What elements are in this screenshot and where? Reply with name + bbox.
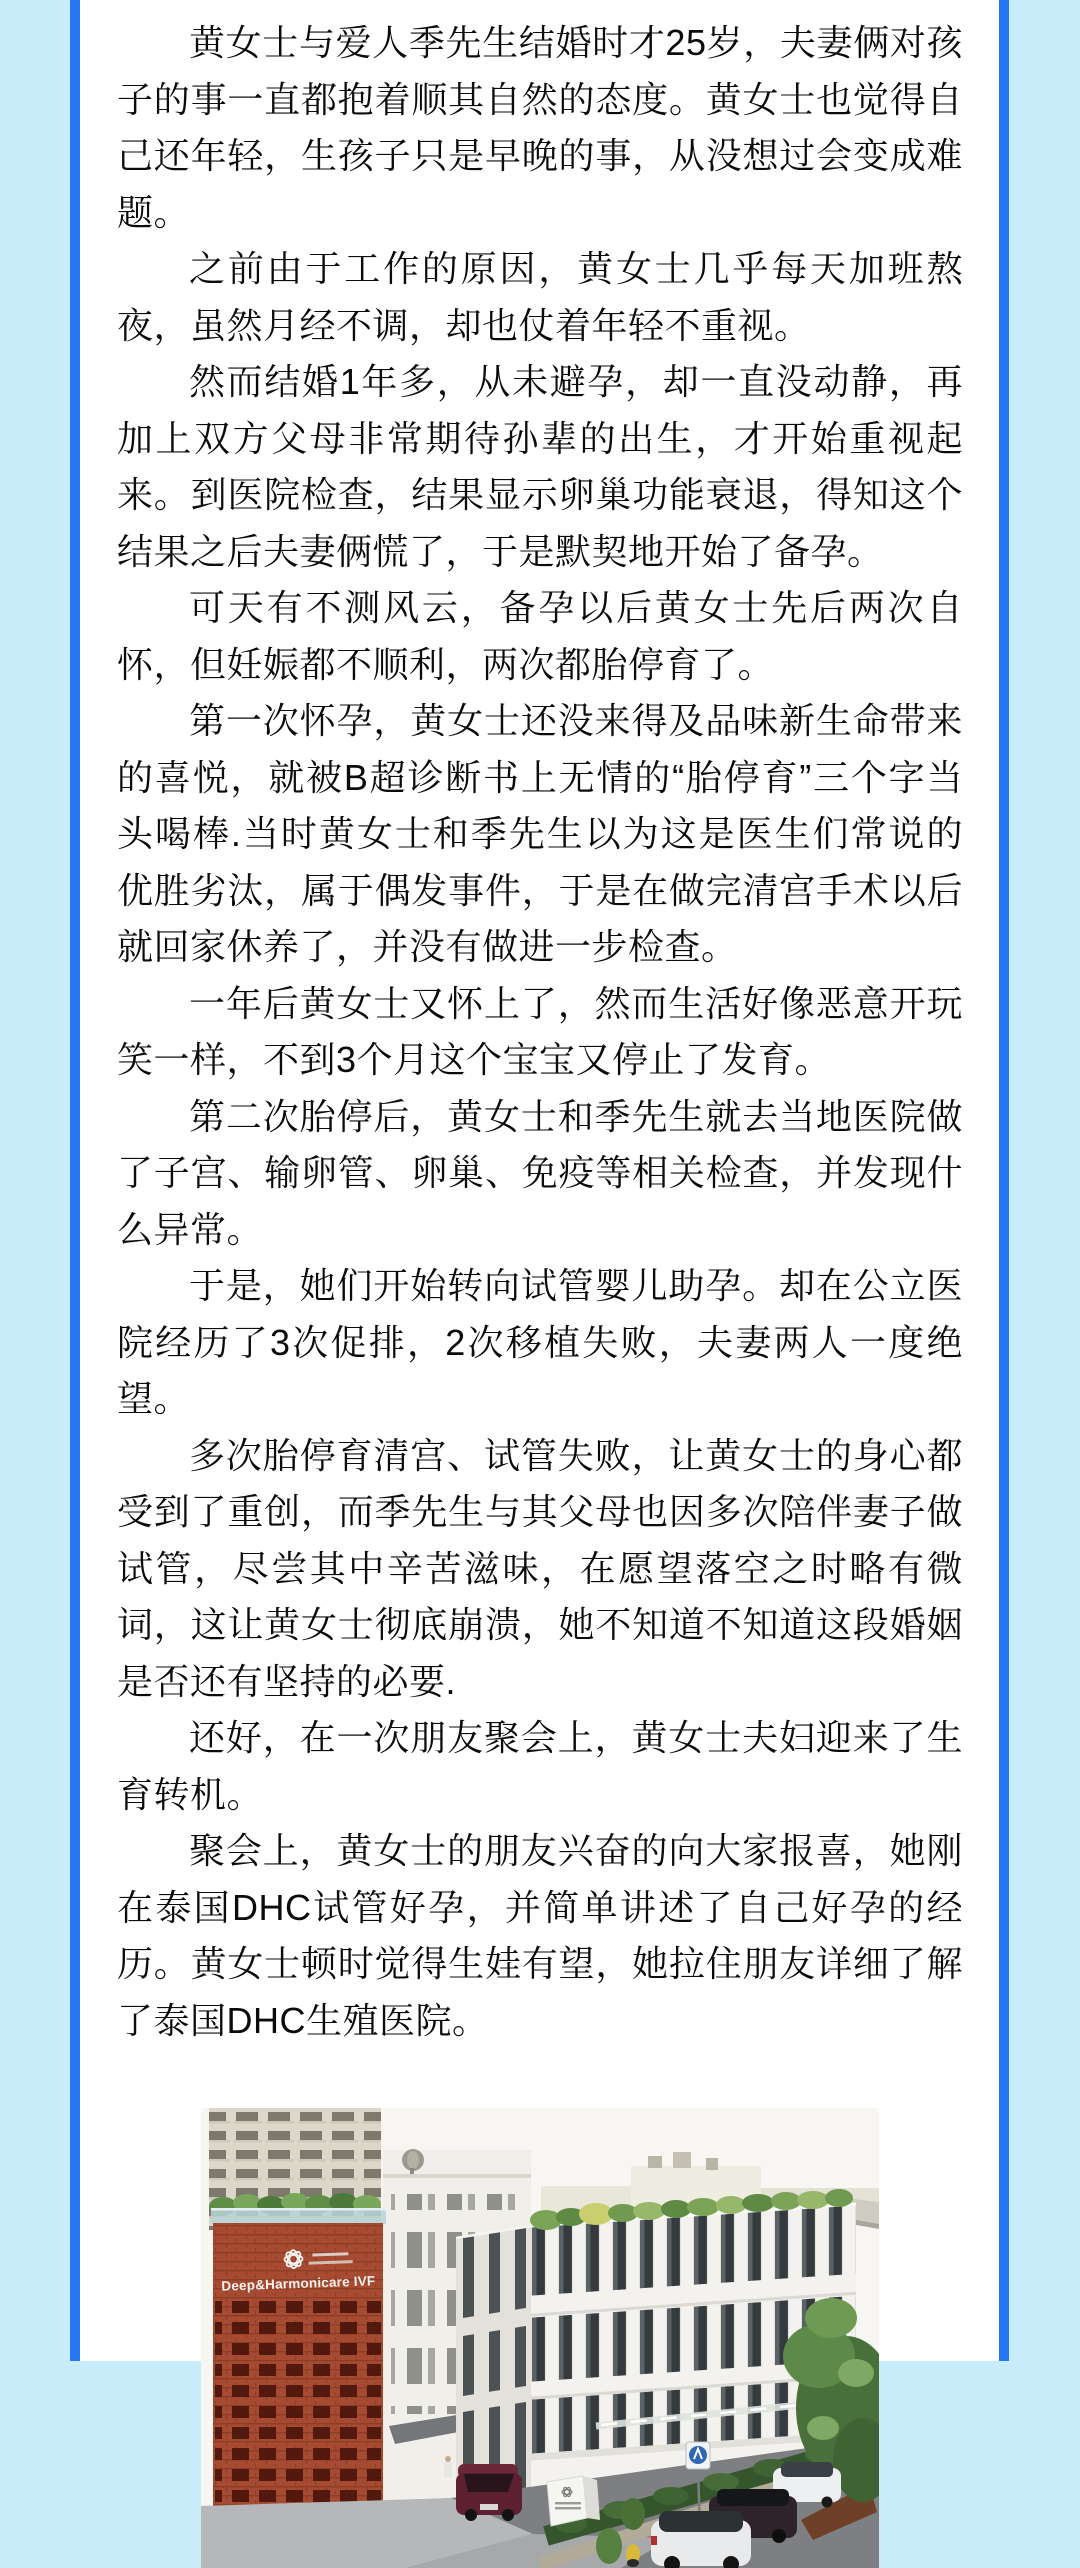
article-paragraph: 可天有不测风云，备孕以后黄女士先后两次自怀，但妊娠都不顺利，两次都胎停育了。 <box>117 587 963 685</box>
left-accent-stripe <box>70 0 80 2361</box>
person <box>444 2456 452 2477</box>
gate-post <box>547 2476 600 2526</box>
right-accent-stripe <box>999 0 1009 2361</box>
article-paragraph: 然而结婚1年多，从未避孕，却一直没动静，再加上双方父母非常期待孙辈的出生，才开始重视起来。到医院检查，结果显示卵巢功能衰退，得知这个结果之后夫妻俩慌了，于是默契地开始了备孕。 <box>117 361 963 572</box>
building-sign-text: Deep&Harmonicare IVF <box>220 2273 376 2294</box>
article-paragraph: 第二次胎停后，黄女士和季先生就去当地医院做了子宫、输卵管、卵巢、免疫等相关检查，并发现什么异常。 <box>117 1095 963 1250</box>
article-paragraph: 之前由于工作的原因，黄女士几乎每天加班熬夜，虽然月经不调，却也仗着年轻不重视。 <box>117 248 963 346</box>
article-paragraph: 于是，她们开始转向试管婴儿助孕。却在公立医院经历了3次促排，2次移植失败，夫妻两人一度绝望。 <box>117 1265 963 1419</box>
article-page <box>80 0 999 2361</box>
article-paragraph: 第一次怀孕，黄女士还没来得及品味新生命带来的喜悦，就被B超诊断书上无情的“胎停育”三个字当头喝棒.当时黄女士和季先生以为这是医生们常说的优胜劣汰，属于偶发事件，于是在做完清宫手术以后就回家休养了，并没有做进一步检查。 <box>117 700 963 967</box>
article-paragraph: 多次胎停育清宫、试管失败，让黄女士的身心都受到了重创，而季先生与其父母也因多次陪伴妻子做试管，尽尝其中辛苦滋味，在愿望落空之时略有微词，这让黄女士彻底崩溃，她不知道不知道这段婚姻是否还有坚持的必要. <box>117 1434 963 1702</box>
hospital-building-photo <box>201 2108 879 2568</box>
car-mpv-white <box>651 2511 751 2568</box>
article-text <box>80 0 999 2049</box>
car-minivan-maroon <box>456 2464 522 2521</box>
article-paragraph: 黄女士与爱人季先生结婚时才25岁，夫妻俩对孩子的事一直都抱着顺其自然的态度。黄女士也觉得自己还年轻，生孩子只是早晚的事，从没想过会变成难题。 <box>117 22 963 233</box>
article-paragraph: 一年后黄女士又怀上了，然而生活好像恶意开玩笑一样，不到3个月这个宝宝又停止了发育。 <box>117 982 963 1080</box>
hospital-building-illustration <box>201 2108 879 2568</box>
motorbike <box>626 2544 640 2567</box>
brick-tower <box>209 2193 386 2548</box>
article-paragraph: 聚会上，黄女士的朋友兴奋的向大家报喜，她刚在泰国DHC试管好孕，并简单讲述了自己好孕的经历。黄女士顿时觉得生娃有望，她拉住朋友详细了解了泰国DHC生殖医院。 <box>117 1830 963 2041</box>
article-paragraph: 还好，在一次朋友聚会上，黄女士夫妇迎来了生育转机。 <box>117 1717 963 1815</box>
